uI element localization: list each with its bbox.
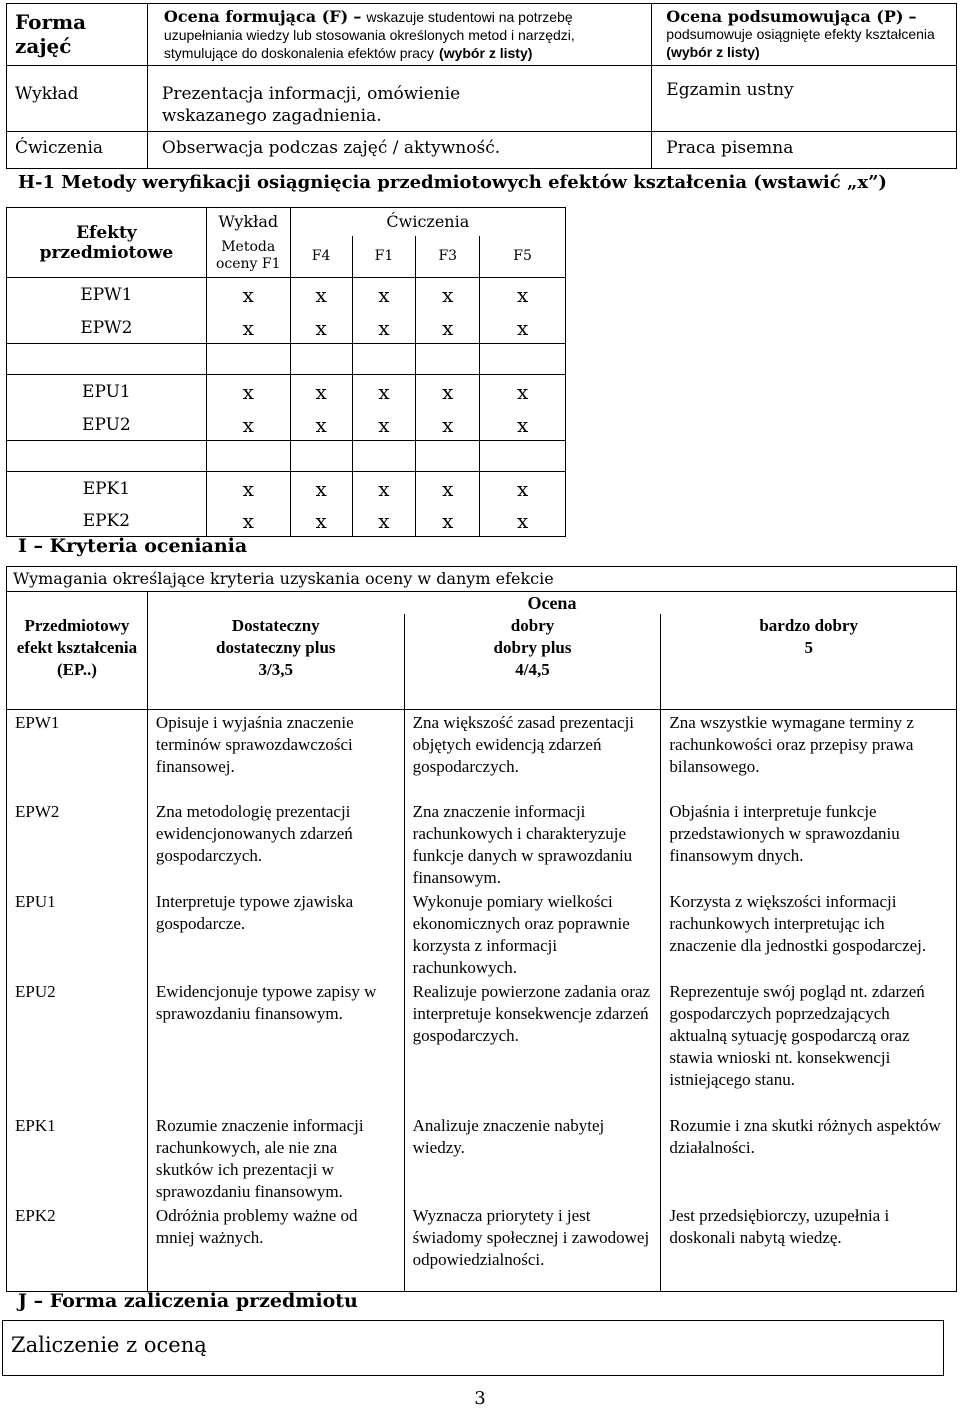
criteria-grade-5: Zna wszystkie wymagane terminy z rachunkowości oraz przepisy prawa bilansowego.: [661, 709, 957, 799]
formative-header: [147, 4, 651, 66]
method-subheader: F4: [290, 236, 352, 278]
method-mark: x: [416, 375, 480, 410]
method-mark: x: [480, 410, 566, 441]
formative-dash: –: [353, 7, 362, 26]
method-mark: x: [416, 278, 480, 313]
criteria-grade-3: Ewidencjonuje typowe zapisy w sprawozdaniu finansowym.: [147, 979, 404, 1113]
criteria-grade-5: Jest przedsiębiorczy, uzupełnia i doskonali nabytą wiedzę.: [661, 1203, 957, 1291]
grade-5-value: 5: [804, 638, 813, 657]
method-mark: x: [290, 507, 352, 537]
grade-3-header: [147, 614, 404, 709]
criteria-grade-4: Wykonuje pomiary wielkości ekonomicznych oraz poprawnie korzysta z informacji rachunkowych.: [404, 889, 661, 979]
h1-row: [7, 375, 566, 410]
criteria-grade-3: Odróżnia problemy ważne od mniej ważnych.: [147, 1203, 404, 1291]
forma-row-summative: Egzamin ustny: [652, 66, 957, 132]
kryteria-section-title: I – Kryteria oceniania: [18, 535, 248, 557]
formative-desc-2: uzupełniania wiedzy lub stosowania określonych metod i narzędzi, stymulujące do doskonalenia efektów pracy: [163, 27, 575, 61]
h1-row: [7, 313, 566, 344]
criteria-grade-4: Realizuje powierzone zadania oraz interpretuje konsekwencje zdarzeń gospodarczych.: [404, 979, 661, 1113]
method-mark: x: [206, 410, 290, 441]
h1-row: [7, 278, 566, 313]
forma-row-form: Ćwiczenia: [7, 132, 148, 169]
forma-row-formative: Obserwacja podczas zajęć / aktywność.: [147, 132, 651, 169]
method-mark: x: [206, 313, 290, 344]
method-mark: x: [480, 375, 566, 410]
method-mark: x: [290, 278, 352, 313]
method-mark: x: [352, 278, 416, 313]
criteria-grade-5: Rozumie i zna skutki różnych aspektów działalności.: [661, 1113, 957, 1203]
h1-spacer-row: [7, 344, 566, 375]
summative-desc: podsumowuje osiągnięte efekty kształcenia: [666, 26, 935, 42]
criteria-effect-code: EPU2: [7, 979, 148, 1113]
grade-4-header: [404, 614, 661, 709]
method-mark: x: [416, 507, 480, 537]
criteria-grade-5: Objaśnia i interpretuje funkcje przedstawionych w sprawozdaniu finansowym dnych.: [661, 799, 957, 889]
forma-row: [7, 66, 957, 132]
cwiczenia-column-header: Ćwiczenia: [290, 208, 565, 236]
verification-methods-table: [6, 207, 566, 537]
criteria-grade-3: Opisuje i wyjaśnia znaczenie terminów sprawozdawczości finansowej.: [147, 709, 404, 799]
method-mark: x: [480, 472, 566, 507]
formative-title: Ocena formująca (F): [163, 7, 349, 26]
method-subheader: F5: [480, 236, 566, 278]
forma-zaliczenia-title: J – Forma zaliczenia przedmiotu: [18, 1290, 358, 1312]
method-mark: x: [352, 313, 416, 344]
criteria-grade-4: Zna znaczenie informacji rachunkowych i charakteryzuje funkcje danych w sprawozdaniu finansowym.: [404, 799, 661, 889]
summative-choice: (wybór z listy): [666, 44, 760, 60]
summative-dash: –: [908, 7, 917, 26]
method-mark: x: [480, 507, 566, 537]
method-mark: x: [480, 278, 566, 313]
method-mark: x: [352, 410, 416, 441]
criteria-effect-code: EPU1: [7, 889, 148, 979]
method-mark: x: [290, 313, 352, 344]
grade-4-plus-label: dobry plus: [493, 638, 572, 657]
method-mark: x: [290, 375, 352, 410]
forma-zajec-table: [6, 3, 957, 169]
method-mark: x: [416, 472, 480, 507]
criteria-row: [7, 889, 957, 979]
effect-code: EPU1: [7, 375, 207, 410]
method-mark: x: [352, 375, 416, 410]
metoda-subheader: Metoda oceny F1: [206, 236, 290, 278]
method-mark: x: [416, 313, 480, 344]
formative-choice: (wybór z listy): [439, 45, 533, 61]
formative-desc-1: wskazuje studentowi na potrzebę: [366, 9, 573, 25]
criteria-effect-code: EPW1: [7, 709, 148, 799]
forma-zaliczenia-box: [2, 1320, 944, 1376]
criteria-grade-5: Reprezentuje swój pogląd nt. zdarzeń gospodarczych poprzedzających aktualną sytuację gospodarczą oraz stawia wnioski nt. konsekwencji istniejącego stanu.: [661, 979, 957, 1113]
grade-3-label: Dostateczny: [231, 616, 320, 635]
ocena-header: Ocena: [147, 592, 956, 615]
criteria-row: [7, 799, 957, 889]
forma-zaliczenia-value: Zaliczenie z oceną: [11, 1333, 207, 1357]
criteria-effect-code: EPW2: [7, 799, 148, 889]
summative-title: Ocena podsumowująca (P): [666, 7, 904, 26]
grade-header-row: [7, 614, 957, 709]
method-mark: x: [206, 507, 290, 537]
criteria-effect-code: EPK1: [7, 1113, 148, 1203]
summative-header: [652, 4, 957, 66]
criteria-effect-code: EPK2: [7, 1203, 148, 1291]
forma-row: [7, 132, 957, 169]
method-mark: x: [352, 472, 416, 507]
forma-zajec-header: Forma zajęć: [7, 4, 148, 66]
forma-row-form: Wykład: [7, 66, 148, 132]
grading-criteria-table: [6, 566, 957, 1292]
h1-row: [7, 507, 566, 537]
method-mark: x: [290, 410, 352, 441]
criteria-row: [7, 979, 957, 1113]
grade-3-value: 3/3,5: [258, 660, 294, 679]
forma-row-formative: Prezentacja informacji, omówienie wskazanego zagadnienia.: [147, 66, 651, 132]
effect-code: EPW1: [7, 278, 207, 313]
grade-5-label: bardzo dobry: [759, 616, 859, 635]
method-mark: x: [206, 278, 290, 313]
criteria-row: [7, 709, 957, 799]
criteria-row: [7, 1203, 957, 1291]
method-subheader: F3: [416, 236, 480, 278]
method-mark: x: [290, 472, 352, 507]
h1-row: [7, 472, 566, 507]
forma-row-summative: Praca pisemna: [652, 132, 957, 169]
grade-5-header: [661, 614, 957, 709]
grade-4-label: dobry: [510, 616, 555, 635]
effect-code: EPW2: [7, 313, 207, 344]
criteria-grade-4: Analizuje znaczenie nabytej wiedzy.: [404, 1113, 661, 1203]
method-mark: x: [352, 507, 416, 537]
criteria-grade-4: Zna większość zasad prezentacji objętych ewidencją zdarzeń gospodarczych.: [404, 709, 661, 799]
effects-column-header: Efekty przedmiotowe: [7, 208, 207, 278]
criteria-row: [7, 1113, 957, 1203]
criteria-grade-3: Interpretuje typowe zjawiska gospodarcze.: [147, 889, 404, 979]
method-mark: x: [480, 313, 566, 344]
h1-spacer-row: [7, 441, 566, 472]
wyklad-column-header: Wykład: [206, 208, 290, 236]
effect-code: EPK1: [7, 472, 207, 507]
h1-section-title: H-1 Metody weryfikacji osiągnięcia przedmiotowych efektów kształcenia (wstawić „x”): [18, 172, 887, 193]
h1-row: [7, 410, 566, 441]
page-number: 3: [474, 1388, 486, 1409]
effect-column-header: Przedmiotowy efekt kształcenia (EP..): [7, 614, 148, 709]
method-mark: x: [206, 375, 290, 410]
criteria-grade-3: Zna metodologię prezentacji ewidencjonowanych zdarzeń gospodarczych.: [147, 799, 404, 889]
effect-code: EPU2: [7, 410, 207, 441]
method-mark: x: [416, 410, 480, 441]
effect-code: EPK2: [7, 507, 207, 537]
grade-3-plus-label: dostateczny plus: [216, 638, 336, 657]
criteria-grade-3: Rozumie znaczenie informacji rachunkowych, ale nie zna skutków ich prezentacji w sprawozdaniu finansowym.: [147, 1113, 404, 1203]
grade-4-value: 4/4,5: [515, 660, 550, 679]
criteria-grade-5: Korzysta z większości informacji rachunkowych interpretując ich znaczenie dla jednostki gospodarczej.: [661, 889, 957, 979]
method-mark: x: [206, 472, 290, 507]
requirements-caption: Wymagania określające kryteria uzyskania oceny w danym efekcie: [7, 567, 957, 592]
method-subheader: F1: [352, 236, 416, 278]
criteria-grade-4: Wyznacza priorytety i jest świadomy społecznej i zawodowej odpowiedzialności.: [404, 1203, 661, 1291]
